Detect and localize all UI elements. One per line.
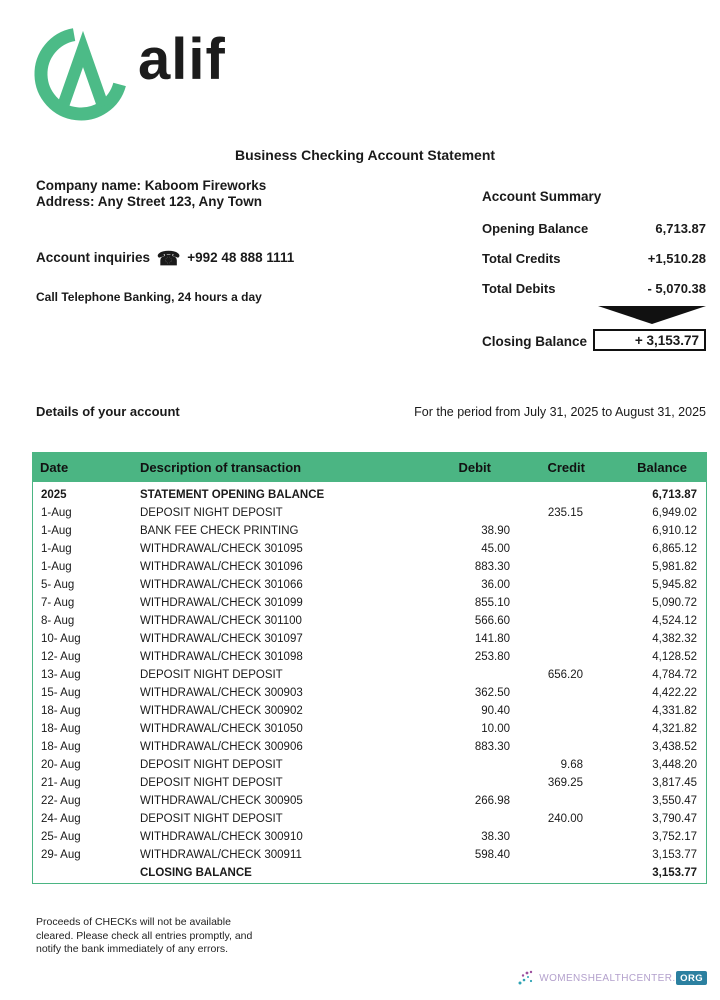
cell-credit [515,720,590,738]
table-row [33,486,706,504]
summary-value: - 5,070.38 [647,281,706,296]
table-row [33,594,706,612]
cell-balance: 3,790.47 [652,813,697,825]
cell-credit [515,630,590,648]
cell-credit [515,612,590,630]
cell-date: 25- Aug [41,831,81,843]
summary-value: +1,510.28 [647,251,706,266]
table-row [33,846,706,864]
cell-balance: 4,321.82 [652,723,697,735]
table-row [33,756,706,774]
cell-desc: CLOSING BALANCE [140,867,252,879]
telephone-banking-line: Call Telephone Banking, 24 hours a day [36,290,262,304]
watermark-swirl-icon [517,969,537,987]
cell-balance: 4,128.52 [652,651,697,663]
cell-balance: 3,817.45 [652,777,697,789]
cell-credit: 369.25 [547,777,583,789]
cell-credit [515,486,590,504]
table-row [33,702,706,720]
footer-line: cleared. Please check all entries promptly, and [36,929,253,942]
cell-balance: 3,448.20 [652,759,697,771]
cell-credit [515,522,590,540]
cell-balance: 5,090.72 [652,597,697,609]
cell-balance: 5,981.82 [652,561,697,573]
cell-desc: WITHDRAWAL/CHECK 301095 [140,543,303,555]
cell-balance: 3,752.17 [652,831,697,843]
details-heading: Details of your account [36,404,180,419]
cell-balance: 6,865.12 [652,543,697,555]
cell-balance: 3,550.47 [652,795,697,807]
cell-desc: WITHDRAWAL/CHECK 300910 [140,831,303,843]
summary-row-opening [482,221,706,236]
cell-balance: 4,382.32 [652,633,697,645]
summary-row-credits [482,251,706,266]
cell-credit [515,594,590,612]
cell-desc: DEPOSIT NIGHT DEPOSIT [140,507,283,519]
cell-desc: WITHDRAWAL/CHECK 301050 [140,723,303,735]
col-header-debit: Debit [458,459,491,475]
cell-debit [440,864,515,882]
table-row [33,774,706,792]
inquiries-label: Account inquiries [36,250,151,265]
cell-credit: 240.00 [547,813,583,825]
cell-balance: 4,422.22 [652,687,697,699]
cell-debit: 90.40 [481,705,510,717]
cell-debit: 10.00 [481,723,510,735]
closing-balance-label: Closing Balance [482,334,588,349]
cell-desc: WITHDRAWAL/CHECK 300911 [140,849,302,861]
table-row [33,828,706,846]
cell-desc: BANK FEE CHECK PRINTING [140,525,299,537]
cell-date: 1-Aug [41,525,72,537]
summary-label: Opening Balance [482,221,589,236]
cell-date: 18- Aug [41,705,81,717]
statement-table-body [32,482,707,884]
down-arrow-icon [598,306,706,324]
cell-desc: DEPOSIT NIGHT DEPOSIT [140,813,283,825]
cell-date: 2025 [41,489,67,501]
cell-credit [515,828,590,846]
cell-debit: 253.80 [474,651,510,663]
table-row [33,648,706,666]
alif-logo-icon [30,18,136,130]
footer-line: Proceeds of CHECKs will not be available [36,916,231,928]
table-row [33,540,706,558]
cell-balance: 6,910.12 [652,525,697,537]
cell-date: 29- Aug [41,849,81,861]
watermark [517,969,707,987]
summary-row-debits [482,281,706,296]
table-row [33,810,706,828]
cell-debit: 141.80 [474,633,510,645]
cell-date: 12- Aug [41,651,81,663]
table-row [33,738,706,756]
table-row [33,720,706,738]
cell-desc: DEPOSIT NIGHT DEPOSIT [140,777,283,789]
cell-debit: 362.50 [474,687,510,699]
cell-debit: 566.60 [474,615,510,627]
cell-date: 22- Aug [41,795,81,807]
table-row [33,792,706,810]
closing-balance-value: + 3,153.77 [634,332,699,348]
cell-date: 10- Aug [41,633,81,645]
table-row [33,684,706,702]
cell-debit [440,504,515,522]
cell-credit [515,738,590,756]
page-title: Business Checking Account Statement [234,147,496,163]
cell-desc: STATEMENT OPENING BALANCE [140,489,325,501]
table-header-row [32,452,707,482]
cell-desc: WITHDRAWAL/CHECK 301100 [140,615,302,627]
cell-date: 18- Aug [41,723,81,735]
cell-debit: 45.00 [481,543,510,555]
cell-debit: 38.30 [481,831,510,843]
closing-balance-box [593,329,706,351]
col-header-date: Date [40,459,69,475]
cell-credit [515,540,590,558]
bank-logo [30,18,350,130]
table-row [33,666,706,684]
cell-date: 1-Aug [41,561,72,573]
table-row [33,864,706,882]
cell-credit [515,702,590,720]
table-row [33,504,706,522]
cell-date [33,864,140,882]
phone-number: +992 48 888 1111 [187,250,295,265]
cell-desc: WITHDRAWAL/CHECK 300906 [140,741,303,753]
cell-balance: 4,331.82 [652,705,697,717]
cell-debit: 883.30 [474,561,510,573]
company-address: Address: Any Street 123, Any Town [36,194,263,209]
summary-label: Total Credits [482,251,561,266]
table-row [33,576,706,594]
footer-note [36,916,252,957]
cell-credit [515,558,590,576]
logo-wordmark: alif [138,27,226,92]
cell-date: 7- Aug [41,597,75,609]
cell-credit: 656.20 [547,669,583,681]
cell-credit [515,684,590,702]
cell-debit: 266.98 [474,795,510,807]
cell-debit: 883.30 [474,741,510,753]
watermark-dot: . [672,972,676,984]
cell-balance: 4,784.72 [652,669,697,681]
cell-date: 15- Aug [41,687,81,699]
footer-line: notify the bank immediately of any errors. [36,943,229,955]
col-header-description: Description of transaction [140,459,302,475]
cell-credit: 235.15 [547,507,583,519]
cell-credit [515,846,590,864]
cell-balance: 4,524.12 [652,615,697,627]
cell-debit [440,774,515,792]
cell-desc: DEPOSIT NIGHT DEPOSIT [140,759,283,771]
statement-period: For the period from July 31, 2025 to August 31, 2025 [414,405,706,419]
cell-balance: 3,153.77 [652,849,697,861]
phone-icon: ☎ [156,249,181,270]
cell-date: 13- Aug [41,669,81,681]
cell-debit [440,810,515,828]
cell-desc: DEPOSIT NIGHT DEPOSIT [140,669,283,681]
cell-credit [515,648,590,666]
cell-date: 1-Aug [41,543,72,555]
table-row [33,612,706,630]
cell-desc: WITHDRAWAL/CHECK 300902 [140,705,303,717]
cell-debit: 598.40 [474,849,510,861]
cell-debit [440,486,515,504]
summary-value: 6,713.87 [655,221,706,236]
table-row [33,558,706,576]
cell-balance: 3,438.52 [652,741,697,753]
cell-balance: 3,153.77 [652,867,697,879]
summary-label: Total Debits [482,281,556,296]
cell-debit: 38.90 [481,525,510,537]
cell-desc: WITHDRAWAL/CHECK 301099 [140,597,303,609]
col-header-credit: Credit [547,459,585,475]
cell-desc: WITHDRAWAL/CHECK 301098 [140,651,303,663]
account-inquiries-line [36,248,294,271]
cell-balance: 6,713.87 [652,489,697,501]
cell-date: 20- Aug [41,759,81,771]
cell-desc: WITHDRAWAL/CHECK 301066 [140,579,303,591]
cell-date: 8- Aug [41,615,75,627]
watermark-text: WOMENSHEALTHCENTER [539,972,673,984]
account-summary-heading: Account Summary [482,189,602,204]
company-name: Company name: Kaboom Fireworks [36,178,267,193]
cell-credit [515,576,590,594]
cell-credit: 9.68 [560,759,583,771]
col-header-balance: Balance [637,459,687,475]
watermark-org-badge: ORG [676,971,707,985]
cell-date: 18- Aug [41,741,81,753]
cell-desc: WITHDRAWAL/CHECK 300905 [140,795,303,807]
table-row [33,630,706,648]
cell-desc: WITHDRAWAL/CHECK 301097 [140,633,303,645]
cell-date: 24- Aug [41,813,81,825]
cell-balance: 6,949.02 [652,507,697,519]
cell-debit [440,666,515,684]
cell-desc: WITHDRAWAL/CHECK 300903 [140,687,303,699]
table-row [33,522,706,540]
cell-credit [515,792,590,810]
cell-date: 5- Aug [41,579,75,591]
cell-desc: WITHDRAWAL/CHECK 301096 [140,561,303,573]
cell-balance: 5,945.82 [652,579,697,591]
cell-debit: 36.00 [481,579,510,591]
cell-debit [440,756,515,774]
cell-debit: 855.10 [474,597,510,609]
cell-date: 1-Aug [41,507,72,519]
cell-date: 21- Aug [41,777,81,789]
cell-credit [515,864,590,882]
